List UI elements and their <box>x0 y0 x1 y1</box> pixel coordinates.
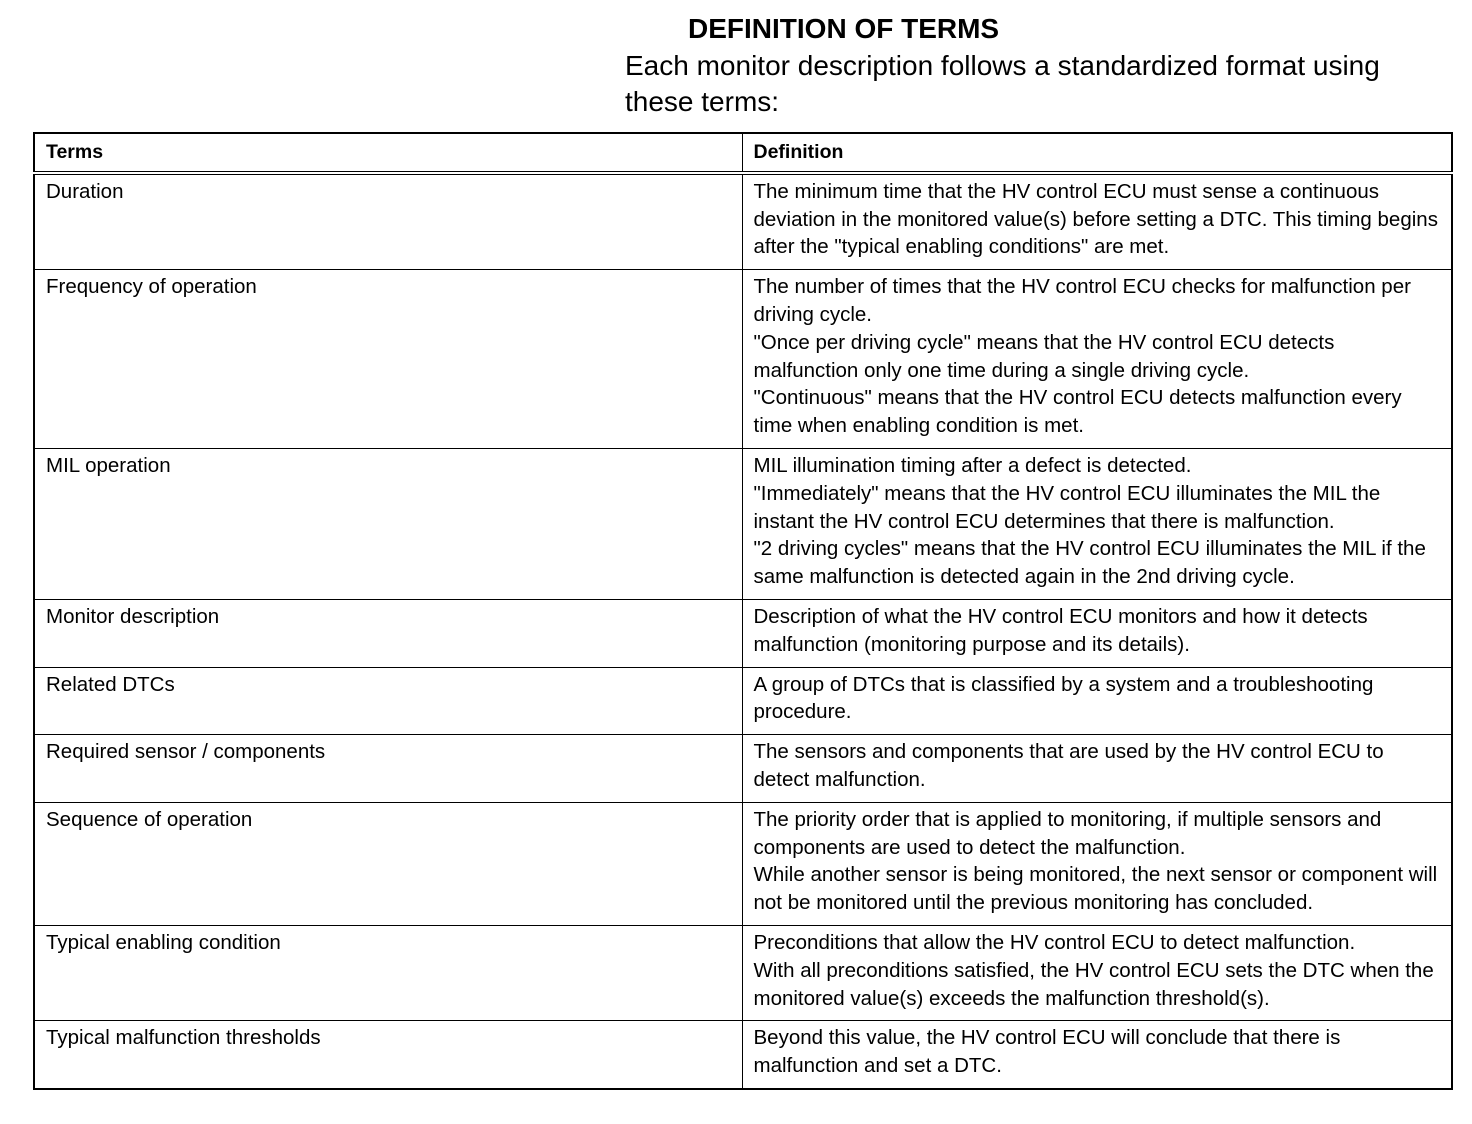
definition-line: The priority order that is applied to monitoring, if multiple sensors and components are used to detect the malfunction. <box>753 807 1382 859</box>
table-row <box>34 802 1452 925</box>
term-cell: Typical malfunction thresholds <box>34 1021 742 1089</box>
definition-line: The number of times that the HV control ECU checks for malfunction per driving cycle. <box>753 275 1411 326</box>
table-row <box>34 270 1452 449</box>
table-row <box>34 667 1452 735</box>
definition-cell <box>742 735 1452 803</box>
definition-cell <box>742 802 1452 925</box>
definition-cell <box>742 270 1452 449</box>
term-cell: Sequence of operation <box>34 802 742 925</box>
term-cell: Required sensor / components <box>34 735 742 803</box>
definition-line: A group of DTCs that is classified by a system and a troubleshooting procedure. <box>753 672 1374 724</box>
column-header-definition: Definition <box>742 133 1452 173</box>
definition-line: With all preconditions satisfied, the HV control ECU sets the DTC when the monitored value(s) exceeds the malfunction threshold(s). <box>753 958 1434 1010</box>
term-cell: Monitor description <box>34 599 742 667</box>
table-row <box>34 1021 1452 1089</box>
table-row <box>34 448 1452 599</box>
definition-line: While another sensor is being monitored, the next sensor or component will not be monitored until the previous monitoring has concluded. <box>753 863 1438 915</box>
definition-line: "2 driving cycles" means that the HV control ECU illuminates the MIL if the same malfunction is detected again in the 2nd driving cycle. <box>753 537 1426 589</box>
table-row <box>34 735 1452 803</box>
definition-cell <box>742 599 1452 667</box>
definition-line: "Immediately" means that the HV control ECU illuminates the MIL the instant the HV control ECU determines that there is malfunction. <box>753 481 1381 533</box>
definition-line: Preconditions that allow the HV control ECU to detect malfunction. <box>753 930 1356 954</box>
page-title: DEFINITION OF TERMS <box>688 13 1000 44</box>
definition-line: Description of what the HV control ECU monitors and how it detects malfunction (monitoring purpose and its details). <box>753 604 1368 656</box>
term-cell: Related DTCs <box>34 667 742 735</box>
term-cell: Typical enabling condition <box>34 925 742 1020</box>
definition-line: The sensors and components that are used by the HV control ECU to detect malfunction. <box>753 740 1384 791</box>
term-cell: MIL operation <box>34 448 742 599</box>
definition-cell <box>742 667 1452 735</box>
intro-text: Each monitor description follows a standardized format using these terms: <box>625 50 1380 117</box>
definition-cell <box>742 448 1452 599</box>
definition-cell <box>742 1021 1452 1089</box>
definition-line: "Continuous" means that the HV control ECU detects malfunction every time when enabling condition is met. <box>753 386 1402 438</box>
table-row <box>34 599 1452 667</box>
term-cell: Duration <box>34 173 742 270</box>
table-row <box>34 173 1452 270</box>
definition-line: "Once per driving cycle" means that the HV control ECU detects malfunction only one time during a single driving cycle. <box>753 330 1335 382</box>
definition-table <box>33 132 1453 1090</box>
column-header-terms: Terms <box>34 133 742 173</box>
definition-cell <box>742 173 1452 270</box>
table-header-row <box>34 133 1452 173</box>
definition-line: Beyond this value, the HV control ECU will conclude that there is malfunction and set a DTC. <box>753 1026 1341 1078</box>
definition-line: MIL illumination timing after a defect is detected. <box>753 453 1192 477</box>
definition-line: The minimum time that the HV control ECU must sense a continuous deviation in the monitored value(s) before setting a DTC. This timing begins after the "typical enabling conditions" are met. <box>753 179 1438 259</box>
table-row <box>34 925 1452 1020</box>
definition-cell <box>742 925 1452 1020</box>
term-cell: Frequency of operation <box>34 270 742 449</box>
